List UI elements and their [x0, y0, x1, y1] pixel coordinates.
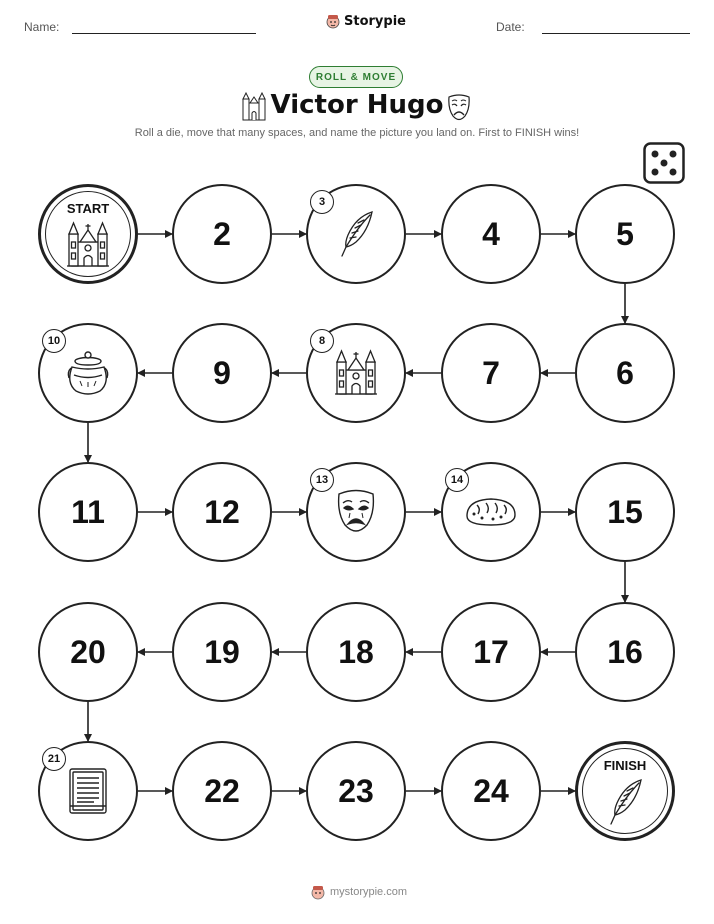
board-space-17: [441, 602, 541, 702]
space-number: 9: [213, 354, 231, 391]
storypie-mascot-icon: [310, 884, 326, 900]
space-number: 22: [204, 772, 240, 809]
space-number: 12: [204, 493, 240, 530]
instructions-text: Roll a die, move that many spaces, and name the picture you land on. First to FINISH wins!: [134, 127, 580, 139]
board-space-7: [441, 323, 541, 423]
page-title: Victor Hugo: [270, 90, 444, 120]
name-label: Name:: [24, 20, 60, 34]
tragedy-mask-icon: [335, 487, 377, 537]
board-space-18: [306, 602, 406, 702]
space-number: 5: [616, 215, 634, 252]
space-number-badge: 8: [310, 329, 334, 353]
space-number: 2: [213, 215, 231, 252]
space-number: 7: [482, 354, 500, 391]
board-space-20: [38, 602, 138, 702]
space-number: 16: [607, 633, 643, 670]
board-space-15: [575, 462, 675, 562]
board-space-11: [38, 462, 138, 562]
space-number: 18: [338, 633, 374, 670]
footer-url: mystorypie.com: [330, 886, 408, 898]
space-number: 15: [607, 493, 643, 530]
quill-icon: [334, 209, 378, 259]
activity-badge: ROLL & MOVE: [309, 66, 403, 88]
board-space-21: [38, 741, 138, 841]
space-number-badge: 10: [42, 329, 66, 353]
cathedral-icon: [63, 220, 113, 270]
space-number: 6: [616, 354, 634, 391]
space-number-badge: 21: [42, 747, 66, 771]
board-space-14: [441, 462, 541, 562]
quill-icon: [603, 777, 647, 827]
board-space-2: [172, 184, 272, 284]
date-label: Date:: [496, 20, 525, 34]
start-space: [38, 184, 138, 284]
board-space-16: [575, 602, 675, 702]
board-space-4: [441, 184, 541, 284]
board-space-24: [441, 741, 541, 841]
space-number-badge: 13: [310, 468, 334, 492]
space-number: 11: [71, 493, 105, 530]
board-space-9: [172, 323, 272, 423]
board-space-5: [575, 184, 675, 284]
space-number-badge: 3: [310, 190, 334, 214]
start-label: START: [66, 201, 110, 216]
space-number: 24: [473, 772, 509, 809]
board-space-8: [306, 323, 406, 423]
space-number: 23: [338, 772, 374, 809]
pot-icon: [62, 349, 114, 397]
book-icon: [66, 766, 110, 816]
cathedral-icon: [331, 348, 381, 398]
footer: [310, 884, 407, 900]
board-space-19: [172, 602, 272, 702]
space-number-badge: 14: [445, 468, 469, 492]
space-number: 17: [473, 633, 509, 670]
finish-label: FINISH: [603, 758, 647, 773]
space-number: 20: [70, 633, 106, 670]
space-number: 4: [482, 215, 500, 252]
space-number: 19: [204, 633, 240, 670]
board-space-23: [306, 741, 406, 841]
brand-name: Storypie: [344, 13, 406, 29]
board-space-10: [38, 323, 138, 423]
board-space-6: [575, 323, 675, 423]
board-space-12: [172, 462, 272, 562]
board-space-22: [172, 741, 272, 841]
bread-icon: [463, 494, 519, 530]
board-space-13: [306, 462, 406, 562]
board-space-3: [306, 184, 406, 284]
finish-space: [575, 741, 675, 841]
